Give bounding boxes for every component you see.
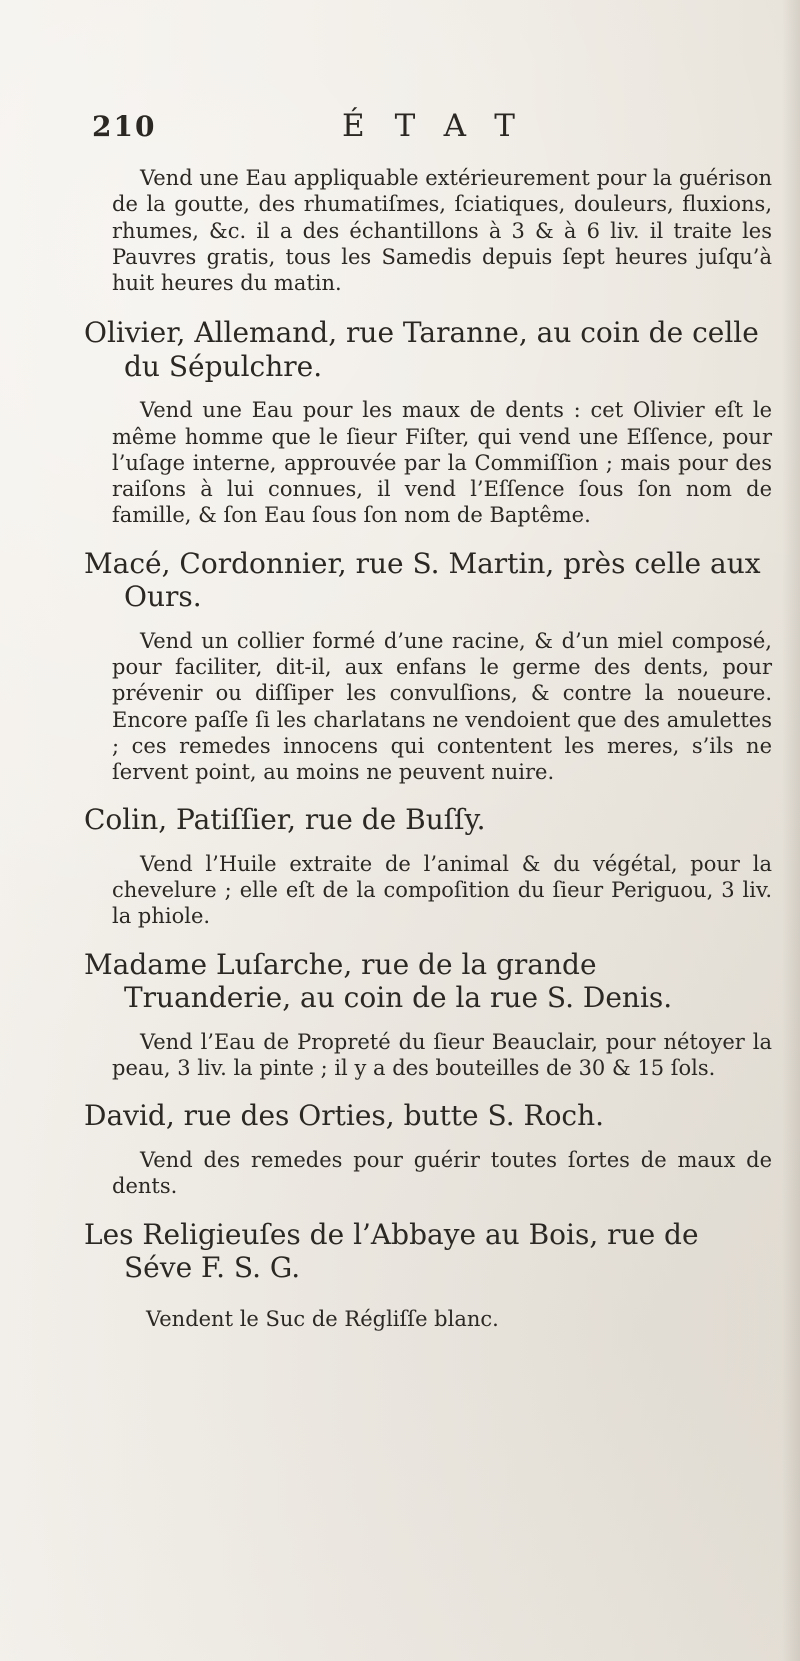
entry-name: Colin, Patiſſier, rue de Buſſy. [84, 803, 486, 837]
page-header [92, 108, 772, 144]
entry-name: Olivier, Allemand, rue Taranne, au coin de celle du Sépulchre. [84, 316, 759, 383]
running-head: ÉTAT [342, 108, 545, 144]
entry-description: Vendent le Suc de Régliſſe blanc. [146, 1306, 499, 1331]
entry-name: Les Religieuſes de l’Abbaye au Bois, rue de Séve F. S. G. [84, 1217, 699, 1285]
entry-david [84, 1099, 772, 1199]
entry-description: Vend l’Eau de Propreté du ſieur Beauclair, pour nétoyer la peau, 3 liv. la pinte ; il y a des bouteilles de 30 & 15 ſols. [112, 1029, 772, 1081]
page-number: 210 [92, 110, 157, 143]
entry-name: Macé, Cordonnier, rue S. Martin, près celle aux Ours. [84, 546, 761, 614]
page-content [84, 108, 772, 1353]
entry-name: Madame Luſarche, rue de la grande Truanderie, au coin de la rue S. Denis. [84, 947, 673, 1015]
entry-name: David, rue des Orties, butte S. Roch. [84, 1099, 605, 1133]
entry-description: Vend des remedes pour guérir toutes ſortes de maux de dents. [112, 1148, 772, 1199]
entry-mace [84, 546, 772, 786]
entry-description: Vend l’Huile extraite de l’animal & du végétal, pour la chevelure ; elle eſt de la compoſition du ſieur Periguou, 3 liv. la phiole. [112, 851, 772, 929]
entry-olivier [84, 316, 772, 528]
entry-lusarche [84, 947, 772, 1082]
opening-paragraph: Vend une Eau appliquable extérieurement pour la guérison de la goutte, des rhumatiſmes, ſciatiques, douleurs, fluxions, rhumes, &c. il a des échantillons à 3 & à 6 liv. il traite les Pauvres gratis, tous les Samedis depuis ſept heures juſqu’à huit heures du matin. [112, 166, 772, 295]
entry-description: Vend un collier formé d’une racine, & d’un miel composé, pour faciliter, dit-il, aux enfans le germe des dents, pour prévenir ou diſſiper les convulſions, & contre la noueure. Encore paſſe ſi les charlatans ne vendoient que des amulettes ; ces remedes innocens qui contentent les meres, s’ils ne ſervent point, au moins ne peuvent nuire. [112, 628, 772, 785]
entry-colin [84, 803, 772, 929]
entry-description: Vend une Eau pour les maux de dents : cet Olivier eſt le même homme que le ſieur Fiſter, qui vend une Eſſence, pour l’uſage interne, approuvée par la Commiſſion ; mais pour des raiſons à lui connues, il vend l’Eſſence ſous ſon nom de famille, & ſon Eau ſous ſon nom de Baptême. [112, 398, 772, 528]
entry-religieuses [84, 1217, 772, 1332]
